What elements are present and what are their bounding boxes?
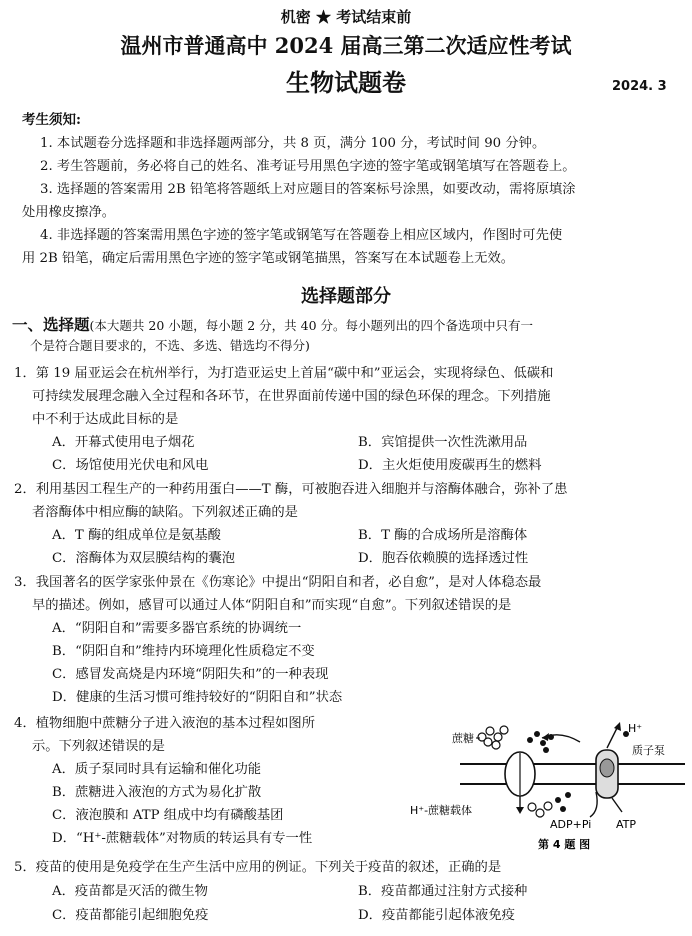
figure-caption: 第 4 题 图 xyxy=(538,838,591,851)
q2-stem: 2．利用基因工程生产的一种药用蛋白——T 酶，可被胞吞进入细胞并与溶酶体融合，弥补了患 xyxy=(14,482,568,497)
pump-out-arrow xyxy=(607,726,618,748)
q2-option-a: A．T 酶的组成单位是氨基酸 xyxy=(52,528,221,543)
atp-line xyxy=(612,798,622,812)
part-label: 一、选择题 xyxy=(12,315,90,334)
exam-date: 2024. 3 xyxy=(612,79,667,94)
section-title: 选择题部分 xyxy=(301,286,391,307)
q4-option-b: B．蔗糖进入液泡的方式为易化扩散 xyxy=(52,785,262,800)
q3-stem: 3．我国著名的医学家张仲景在《伤寒论》中提出“阴阳自和者，必自愈”，是对人体稳态最 xyxy=(14,575,542,590)
q4-figure xyxy=(400,712,690,852)
q3-option-d: D．健康的生活习惯可维持较好的“阴阳自和”状态 xyxy=(52,690,343,705)
q2-stem: 者溶酶体中相应酶的缺陷。下列叙述正确的是 xyxy=(32,505,298,520)
notice-item: 用 2B 铅笔，确定后需用黑色字迹的签字笔或钢笔描黑，答案写在本试题卷上无效。 xyxy=(22,251,515,266)
sucrose-carrier-icon xyxy=(505,752,535,796)
label-sucrose: 蔗糖 xyxy=(452,732,474,745)
q5-option-b: B．疫苗都通过注射方式接种 xyxy=(358,884,528,899)
q4-option-a: A．质子泵同时具有运输和催化功能 xyxy=(52,762,262,777)
q3-stem: 早的描述。例如，感冒可以通过人体“阴阳自和”而实现“自愈”。下列叙述错误的是 xyxy=(32,598,512,613)
notice-item: 处用橡皮擦净。 xyxy=(22,205,116,220)
q2-option-b: B．T 酶的合成场所是溶酶体 xyxy=(358,528,528,543)
q5-stem: 5．疫苗的使用是免疫学在生产生活中应用的例证。下列关于疫苗的叙述，正确的是 xyxy=(14,860,502,875)
q4-stem: 示。下列叙述错误的是 xyxy=(32,739,165,754)
label-carrier: H⁺-蔗糖载体 xyxy=(410,804,473,817)
q1-stem: 中不利于达成此目标的是 xyxy=(32,412,179,427)
q4-stem: 4．植物细胞中蔗糖分子进入液泡的基本过程如图所 xyxy=(14,716,315,731)
label-adp: ADP+Pi xyxy=(550,818,592,831)
q2-option-d: D．胞吞依赖膜的选择透过性 xyxy=(358,551,529,566)
part-desc-continued: 个是符合题目要求的，不选、多选、错选均不得分) xyxy=(30,338,310,353)
confidential-label: 机密 ★ 考试结束前 xyxy=(280,8,412,26)
q3-option-c: C．感冒发高烧是内环境“阴阳失和”的一种表现 xyxy=(52,667,329,682)
q2-option-c: C．溶酶体为双层膜结构的囊泡 xyxy=(52,551,236,566)
adp-arrow xyxy=(590,792,597,817)
q3-option-b: B．“阴阳自和”维持内环境理化性质稳定不变 xyxy=(52,644,315,659)
q1-stem: 1．第 19 届亚运会在杭州举行，为打造亚运史上首届“碳中和”亚运会，实现将绿色、低碳和 xyxy=(14,366,554,381)
q4-option-c: C．液泡膜和 ATP 组成中均有磷酸基团 xyxy=(52,808,284,823)
part-desc: (本大题共 20 小题，每小题 2 分，共 40 分。每小题列出的四个备选项中只有一 xyxy=(89,318,533,333)
part-heading xyxy=(12,313,533,335)
q4-option-d: D．“H⁺-蔗糖载体”对物质的转运具有专一性 xyxy=(52,831,313,846)
q1-option-a: A．开幕式使用电子烟花 xyxy=(52,435,195,450)
arrow-head-icon xyxy=(614,722,621,731)
label-h-plus: H⁺ xyxy=(628,722,643,735)
notice-heading: 考生须知: xyxy=(22,112,81,128)
label-proton-pump: 质子泵 xyxy=(632,744,665,757)
q1-stem: 可持续发展理念融入全过程和各环节，在世界面前传递中国的绿色环保的理念。下列措施 xyxy=(32,389,551,404)
proton-pump-icon xyxy=(596,750,618,798)
notice-item: 2. 考生答题前，务必将自己的姓名、准考证号用黑色字迹的签字笔或钢笔填写在答题卷上。 xyxy=(40,159,576,174)
notice-item: 4. 非选择题的答案需用黑色字迹的签字笔或钢笔写在答题卷上相应区域内，作图时可先使 xyxy=(40,228,563,243)
q1-option-c: C．场馆使用光伏电和风电 xyxy=(52,458,209,473)
paper-title: 生物试题卷 xyxy=(286,68,406,97)
q1-option-b: B．宾馆提供一次性洗漱用品 xyxy=(358,435,528,450)
q5-option-c: C．疫苗都能引起细胞免疫 xyxy=(52,908,209,923)
q1-option-d: D．主火炬使用废碳再生的燃料 xyxy=(358,458,542,473)
label-atp: ATP xyxy=(616,818,637,831)
q3-option-a: A．“阴阳自和”需要多器官系统的协调统一 xyxy=(52,621,302,636)
arrow-head-icon xyxy=(516,807,524,814)
exam-title: 温州市普通高中 2024 届高三第二次适应性考试 xyxy=(120,33,572,58)
q5-option-d: D．疫苗都能引起体液免疫 xyxy=(358,908,515,923)
vacuole-molecules-icon xyxy=(528,792,571,817)
notice-item: 3. 选择题的答案需用 2B 铅笔将答题纸上对应题目的答案标号涂黑，如要改动，需将原填涂 xyxy=(40,182,576,197)
q5-option-a: A．疫苗都是灭活的微生物 xyxy=(52,884,208,899)
notice-item: 1. 本试题卷分选择题和非选择题两部分，共 8 页，满分 100 分，考试时间 90 分钟。 xyxy=(40,136,546,151)
sucrose-molecules-icon xyxy=(478,726,508,749)
